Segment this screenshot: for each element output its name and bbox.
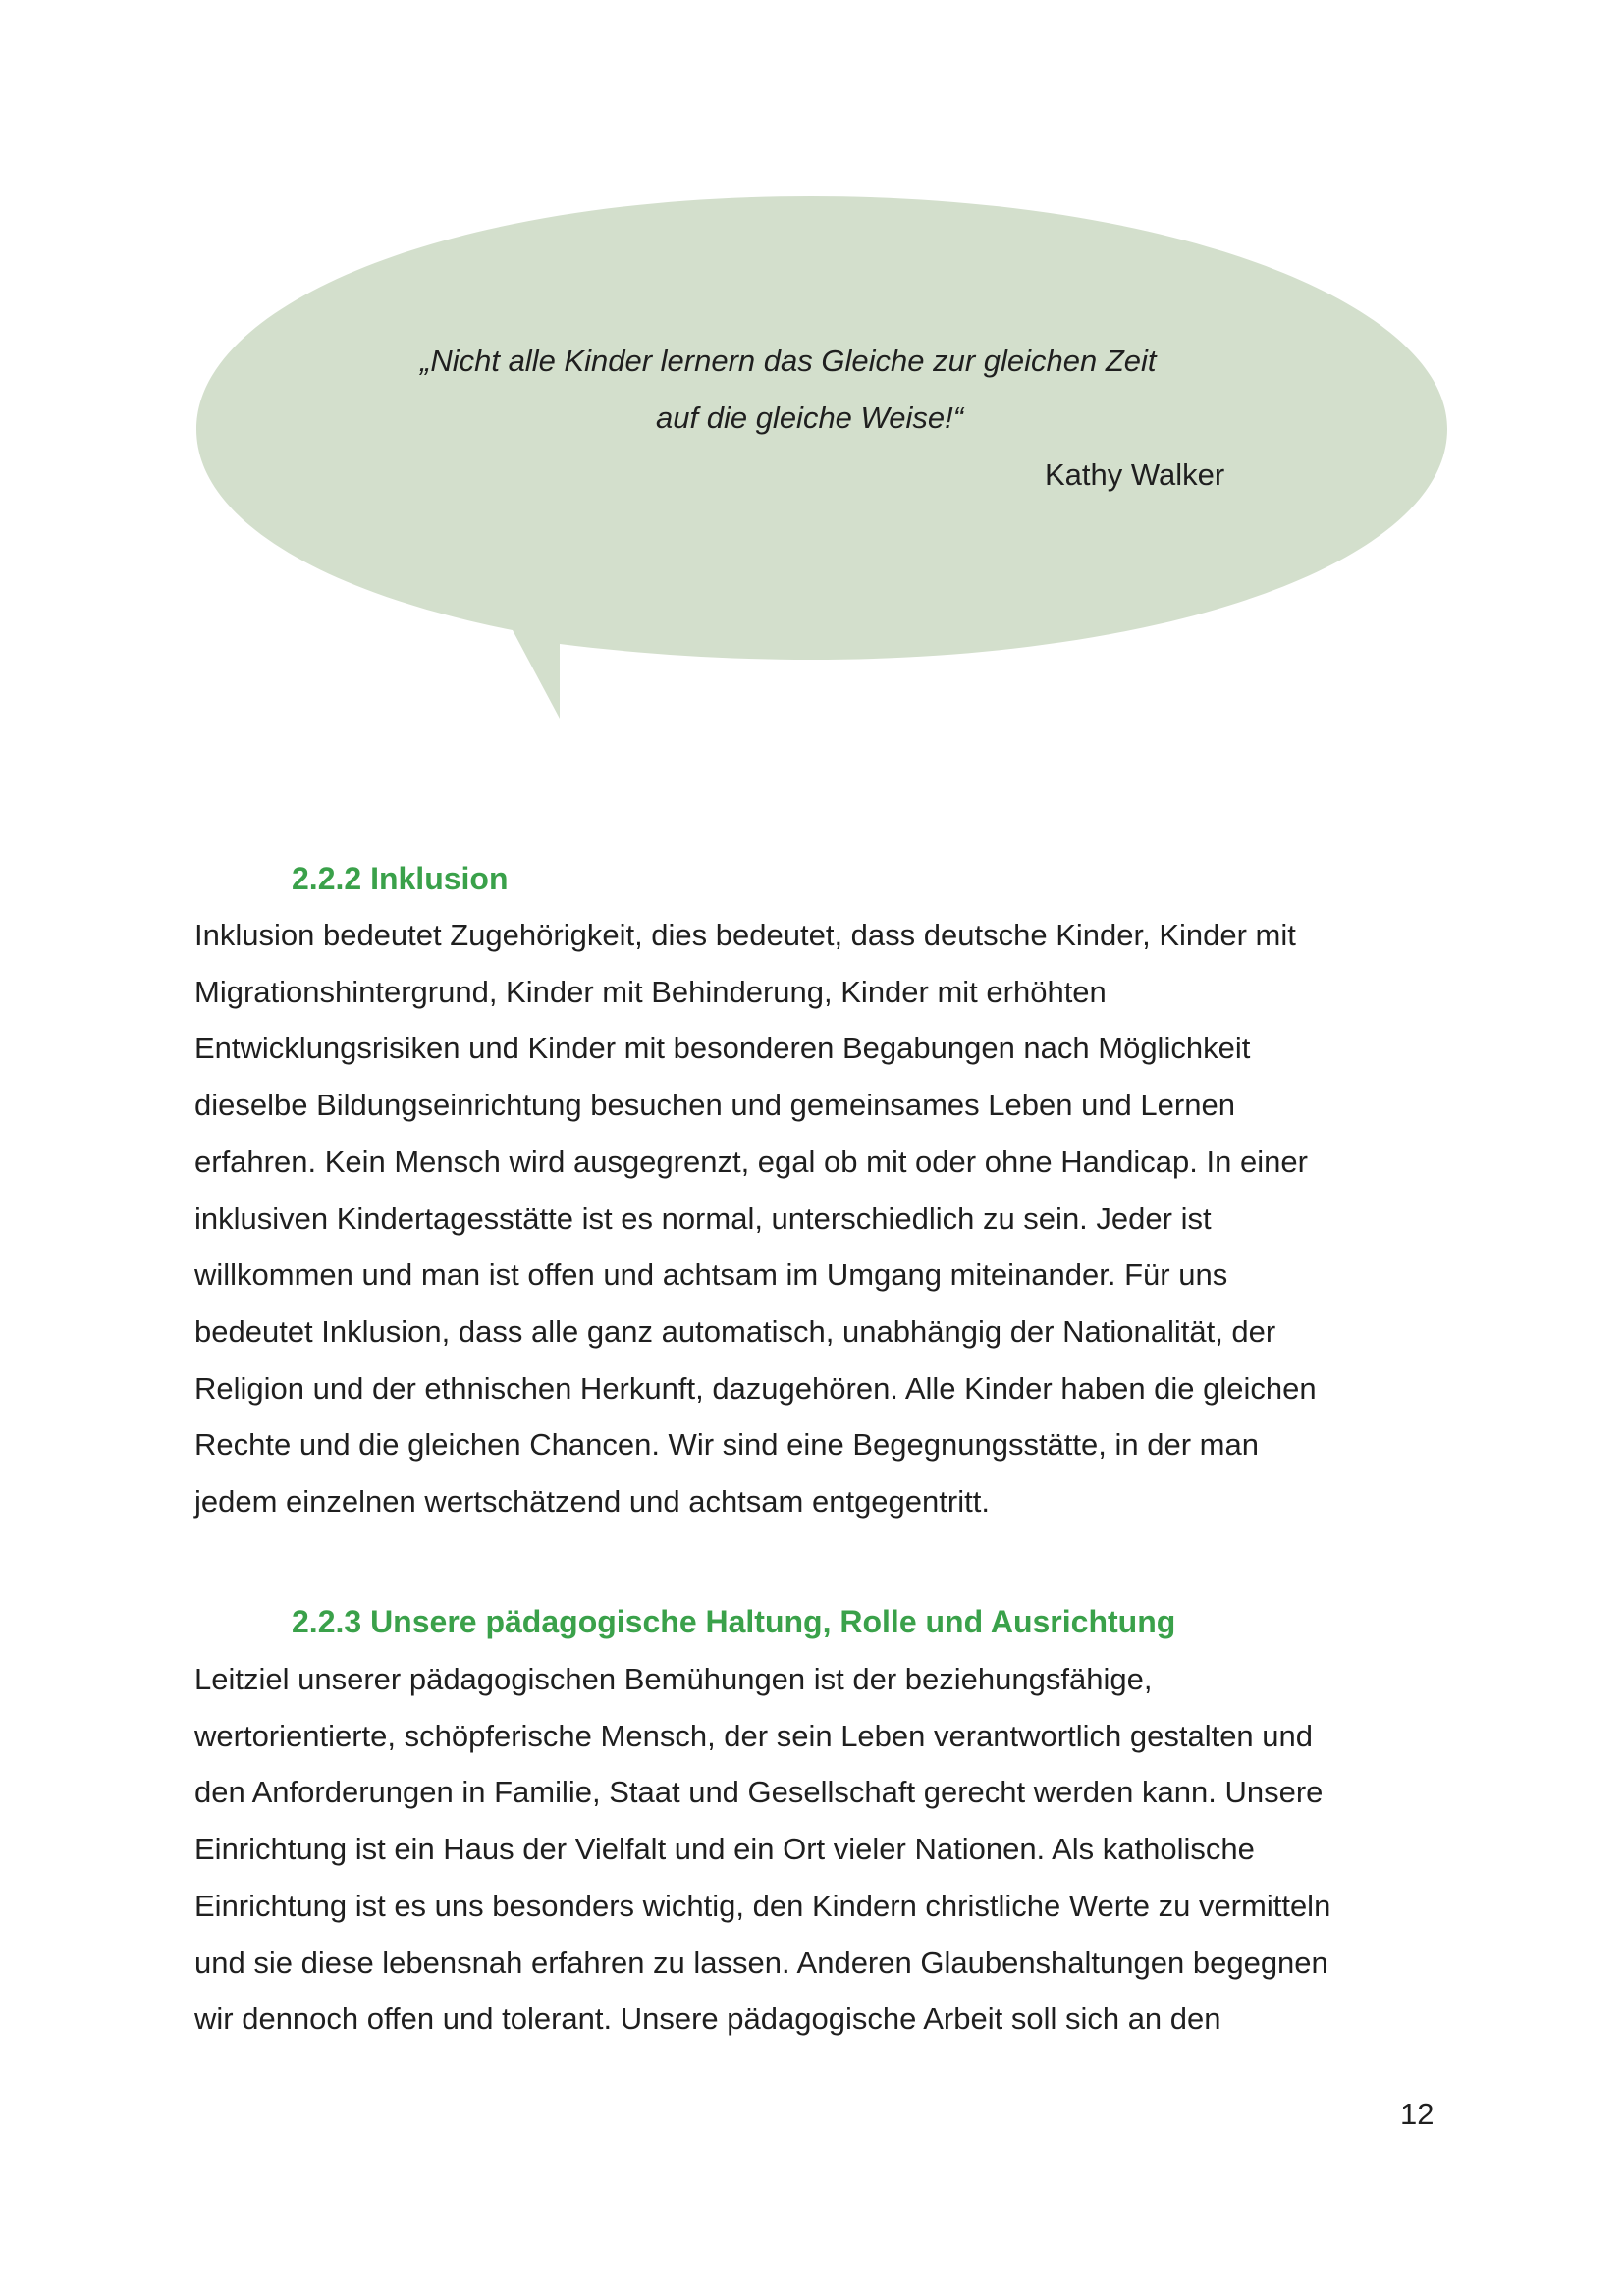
paragraph-line: Leitziel unserer pädagogischen Bemühungen ist der beziehungsfähige, xyxy=(194,1662,1153,1696)
paragraph-line: Einrichtung ist es uns besonders wichtig, den Kindern christliche Werte zu vermitteln xyxy=(194,1888,1331,1923)
paragraph-line: erfahren. Kein Mensch wird ausgegrenzt, egal ob mit oder ohne Handicap. In einer xyxy=(194,1144,1308,1179)
paragraph-line: jedem einzelnen wertschätzend und achtsam entgegentritt. xyxy=(194,1484,990,1520)
quote-text-line-1: „Nicht alle Kinder lernern das Gleiche zur gleichen Zeit xyxy=(420,344,1157,378)
paragraph-line: Religion und der ethnischen Herkunft, dazugehören. Alle Kinder haben die gleichen xyxy=(194,1370,1317,1406)
speech-bubble-shape xyxy=(196,196,1447,719)
section-heading-haltung: 2.2.3 Unsere pädagogische Haltung, Rolle und Ausrichtung xyxy=(292,1604,1176,1639)
paragraph-line: und sie diese lebensnah erfahren zu lassen. Anderen Glaubenshaltungen begegnen xyxy=(194,1945,1328,1980)
quote-author: Kathy Walker xyxy=(1045,457,1225,492)
paragraph-line: den Anforderungen in Familie, Staat und Gesellschaft gerecht werden kann. Unsere xyxy=(194,1775,1324,1810)
paragraph-line: Rechte und die gleichen Chancen. Wir sind eine Begegnungsstätte, in der man xyxy=(194,1427,1259,1463)
paragraph-line: Inklusion bedeutet Zugehörigkeit, dies bedeutet, dass deutsche Kinder, Kinder mit xyxy=(194,918,1296,952)
paragraph-line: wir dennoch offen und tolerant. Unsere pädagogische Arbeit soll sich an den xyxy=(194,2002,1221,2037)
quote-text-line-2: auf die gleiche Weise!“ xyxy=(656,400,964,435)
paragraph-line: inklusiven Kindertagesstätte ist es normal, unterschiedlich zu sein. Jeder ist xyxy=(194,1201,1212,1236)
page-number: 12 xyxy=(1400,2097,1435,2131)
haltung-paragraph xyxy=(194,1651,1471,2048)
paragraph-line: wertorientierte, schöpferische Mensch, der sein Leben verantwortlich gestalten und xyxy=(194,1718,1314,1753)
paragraph-line: dieselbe Bildungseinrichtung besuchen und gemeinsames Leben und Lernen xyxy=(194,1088,1235,1123)
paragraph-line: Migrationshintergrund, Kinder mit Behinderung, Kinder mit erhöhten xyxy=(194,974,1107,1009)
paragraph-line: Entwicklungsrisiken und Kinder mit besonderen Begabungen nach Möglichkeit xyxy=(194,1031,1251,1066)
paragraph-line: Einrichtung ist ein Haus der Vielfalt und ein Ort vieler Nationen. Als katholische xyxy=(194,1832,1255,1867)
paragraph-line: willkommen und man ist offen und achtsam im Umgang miteinander. Für uns xyxy=(194,1257,1228,1293)
section-heading-inklusion: 2.2.2 Inklusion xyxy=(292,861,509,896)
paragraph-line: bedeutet Inklusion, dass alle ganz automatisch, unabhängig der Nationalität, der xyxy=(194,1313,1276,1349)
inklusion-paragraph xyxy=(194,907,1471,1530)
